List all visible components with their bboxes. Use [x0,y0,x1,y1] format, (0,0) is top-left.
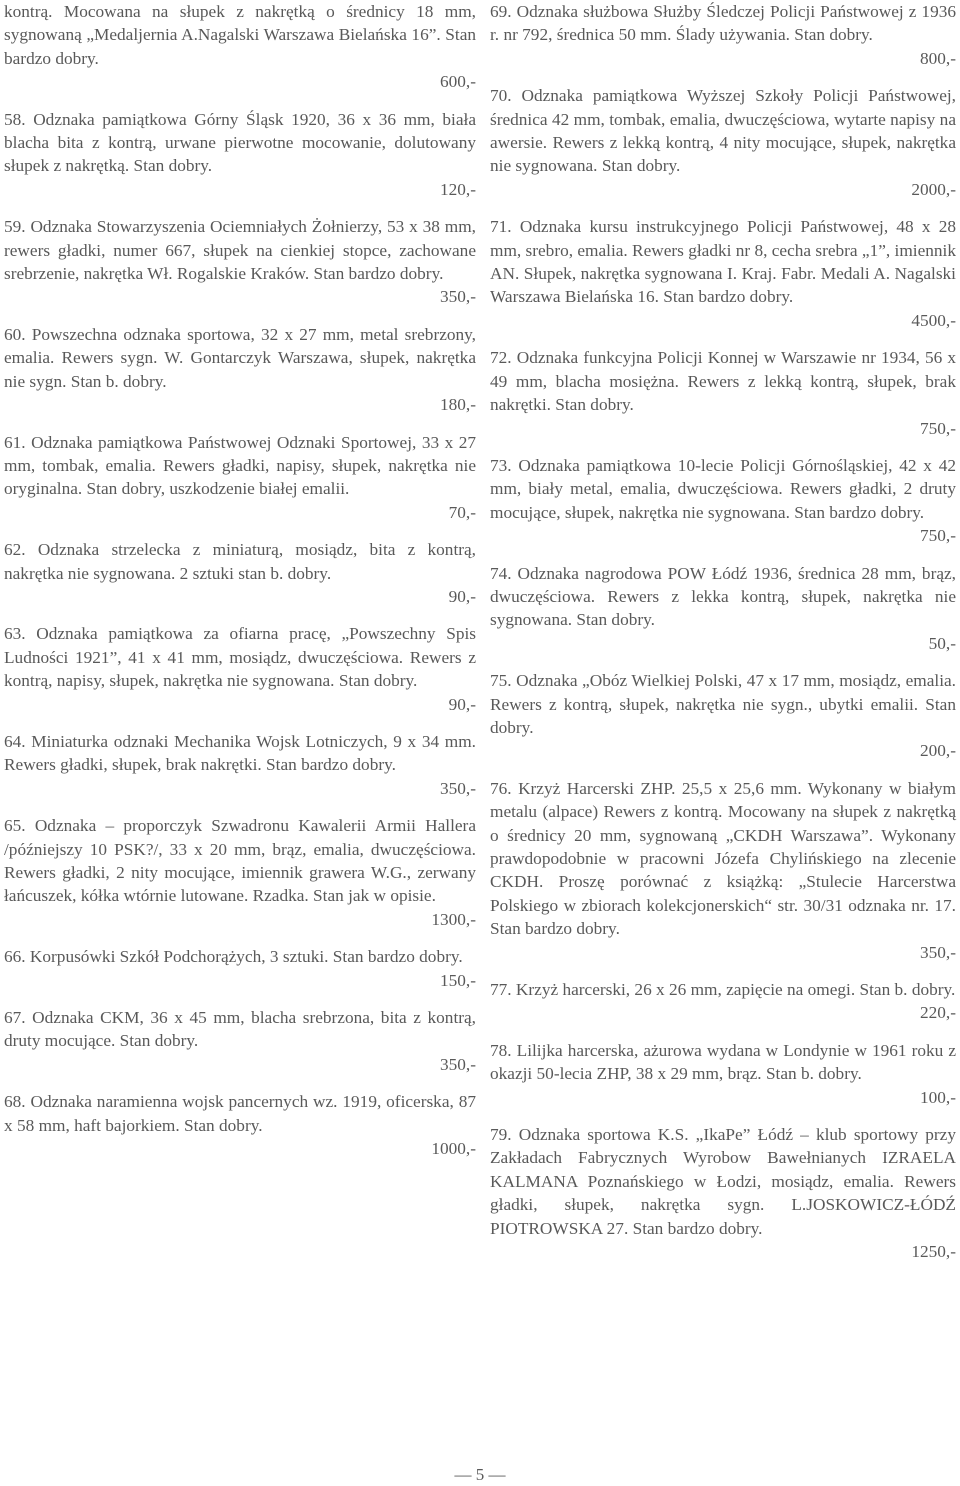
list-item [4,945,476,992]
item-price: 220,- [920,1003,956,1023]
list-item [490,562,956,656]
list-item [490,1039,956,1109]
item-text: 79. Odznaka sportowa K.S. „IkaPe” Łódź – klub sportowy przy Zakładach Fabrycznych Wyrobow Bawełnianych IZRAELA KALMANA Poznańskiego w Łodzi, mosiądz, emalia. Rewers gładki, słupek, nakrętka sygn. L.JOSKOWICZ-ŁÓDŹ PIOTROWSKA 27. Stan bardzo dobry. [490,1125,956,1238]
item-price: 90,- [448,586,476,606]
item-text: 71. Odznaka kursu instrukcyjnego Policji Państwowej, 48 x 28 mm, srebro, emalia. Rewers gładki nr 8, cecha srebra „1”, imiennik AN. Słupek, nakrętka sygnowana I. Kraj. Fabr. Medali A. Nagalski Warszawa Bielańska 16. Stan bardzo dobry. [490,217,956,307]
item-price: 4500,- [911,310,956,330]
list-item [490,346,956,440]
right-column [490,0,956,1278]
list-item [4,323,476,417]
item-text: 61. Odznaka pamiątkowa Państwowej Odznaki Sportowej, 33 x 27 mm, tombak, emalia. Rewers gładki, napisy, słupek, nakrętka nie oryginalna. Stan dobry, uszkodzenie białej emalii. [4,432,476,499]
list-item [490,669,956,763]
item-price: 120,- [440,179,476,199]
item-price: 2000,- [911,179,956,199]
item-text: 63. Odznaka pamiątkowa za ofiarna pracę, „Powszechny Spis Ludności 1921”, 41 x 41 mm, mosiądz, dwuczęściowa. Rewers z kontrą, napisy, słupek, nakrętka nie sygnowana. Stan dobry. [4,624,476,691]
item-price: 350,- [920,942,956,962]
item-text: 69. Odznaka służbowa Służby Śledczej Policji Państwowej z 1936 r. nr 792, średnica 50 mm. Ślady używania. Stan dobry. [490,2,956,45]
list-item [4,814,476,931]
item-text: 75. Odznaka „Obóz Wielkiej Polski, 47 x 17 mm, mosiądz, emalia. Rewers z kontrą, słupek, nakrętka nie sygn., ubytki emalii. Stan dobry. [490,671,956,737]
list-item [490,978,956,1025]
item-price: 350,- [440,287,476,307]
item-text: 76. Krzyż Harcerski ZHP. 25,5 x 25,6 mm. Wykonany w białym metalu (alpace) Rewers z kontrą. Mocowany na słupek z nakrętką o średnicy 20 mm, sygnowaną „CKDH Warszawa”. Wykonany prawdopodobnie w pracowni Józefa Chylińskiego na zlecenie CKDH. Proszę porównać z książką: „Stulecie Harcerstwa Polskiego w zbiorach kolekcjonerskich“ str. 30/31 odznaka nr. 17. Stan bardzo dobry. [490,778,956,939]
list-item [4,108,476,202]
page-number: — 5 — [454,1465,506,1484]
item-price: 800,- [920,48,956,68]
item-price: 600,- [440,72,476,92]
item-text: kontrą. Mocowana na słupek z nakrętką o średnicy 18 mm, sygnowaną „Medaljernia A.Nagalski Warszawa Bielańska 16”. Stan bardzo dobry. [4,2,476,68]
list-item [4,538,476,608]
item-price: 50,- [928,633,956,653]
left-column [4,0,476,1174]
item-text: 60. Powszechna odznaka sportowa, 32 x 27 mm, metal srebrzony, emalia. Rewers sygn. W. Gontarczyk Warszawa, słupek, nakrętka nie sygn. Stan b. dobry. [4,324,476,391]
item-price: 350,- [440,1054,476,1074]
list-item [4,431,476,525]
item-price: 1250,- [911,1242,956,1262]
item-text: 77. Krzyż harcerski, 26 x 26 mm, zapięcie na omegi. Stan b. dobry. [490,980,956,1000]
item-price: 70,- [448,502,476,522]
list-item [490,215,956,332]
item-text: 67. Odznaka CKM, 36 x 45 mm, blacha srebrzona, bita z kontrą, druty mocujące. Stan dobry. [4,1008,476,1051]
list-item [490,84,956,201]
item-text: 64. Miniaturka odznaki Mechanika Wojsk Lotniczych, 9 x 34 mm. Rewers gładki, słupek, brak nakrętki. Stan bardzo dobry. [4,731,476,775]
item-price: 1000,- [431,1139,476,1159]
list-item [4,1090,476,1160]
list-item [4,1006,476,1076]
item-price: 750,- [920,526,956,546]
item-text: 72. Odznaka funkcyjna Policji Konnej w Warszawie nr 1934, 56 x 49 mm, blacha mosiężna. Rewers z lekką kontrą, słupek, brak nakrętki. Stan dobry. [490,348,956,415]
item-text: 73. Odznaka pamiątkowa 10-lecie Policji Górnośląskiej, 42 x 42 mm, biały metal, emalia, dwuczęściowa. Rewers gładki, 2 druty mocujące, słupek, nakrętka nie sygnowana. Stan bardzo dobry. [490,455,956,522]
item-text: 74. Odznaka nagrodowa POW Łódź 1936, średnica 28 mm, brąz, dwuczęściowa. Rewers z lekka kontrą, słupek, nakrętka nie sygnowana. Stan dobry. [490,563,956,630]
item-price: 180,- [440,395,476,415]
item-text: 65. Odznaka – proporczyk Szwadronu Kawalerii Armii Hallera /późniejszy 10 PSK?/, 33 x 20 mm, brąz, emalia, dwuczęściowa. Rewers gładki, 2 nity mocujące, imiennik grawera W.G., zerwany łańcuszek, kółka wtórnie lutowane. Rzadka. Stan jak w opisie. [4,816,476,906]
list-item [4,730,476,800]
item-price: 750,- [920,418,956,438]
list-item [490,777,956,964]
list-item [4,215,476,309]
list-item [490,0,956,70]
item-text: 62. Odznaka strzelecka z miniaturą, mosiądz, bita z kontrą, nakrętka nie sygnowana. 2 sztuki stan b. dobry. [4,540,476,583]
item-price: 90,- [448,694,476,714]
list-item [490,1123,956,1263]
item-text: 68. Odznaka naramienna wojsk pancernych wz. 1919, oficerska, 87 x 58 mm, haft bajorkiem. Stan dobry. [4,1092,476,1135]
item-price: 350,- [440,778,476,798]
list-item [4,622,476,716]
item-text: 70. Odznaka pamiątkowa Wyższej Szkoły Policji Państwowej, średnica 42 mm, tombak, emalia, dwuczęściowa, wytarte napisy na awersie. Rewers z lekką kontrą, 4 nity mocujące, słupek, nakrętka nie sygnowana. Stan dobry. [490,86,956,176]
item-price: 200,- [920,741,956,761]
item-price: 1300,- [431,909,476,929]
list-item [4,0,476,94]
item-text: 66. Korpusówki Szkół Podchorążych, 3 sztuki. Stan bardzo dobry. [4,947,463,967]
item-text: 58. Odznaka pamiątkowa Górny Śląsk 1920, 36 x 36 mm, biała blacha bita z kontrą, urwane pierwotne mocowanie, dolutowany słupek z nakrętką. Stan dobry. [4,109,476,176]
list-item [490,454,956,548]
item-price: 150,- [440,970,476,990]
item-price: 100,- [920,1087,956,1107]
item-text: 59. Odznaka Stowarzyszenia Ociemniałych Żołnierzy, 53 x 38 mm, rewers gładki, numer 667, słupek na cienkiej stopce, zachowane srebrzenie, nakrętka Wł. Rogalskie Kraków. Stan bardzo dobry. [4,217,476,284]
item-text: 78. Lilijka harcerska, ażurowa wydana w Londynie w 1961 roku z okazji 50-lecia ZHP, 38 x 29 mm, brąz. Stan b. dobry. [490,1040,956,1084]
